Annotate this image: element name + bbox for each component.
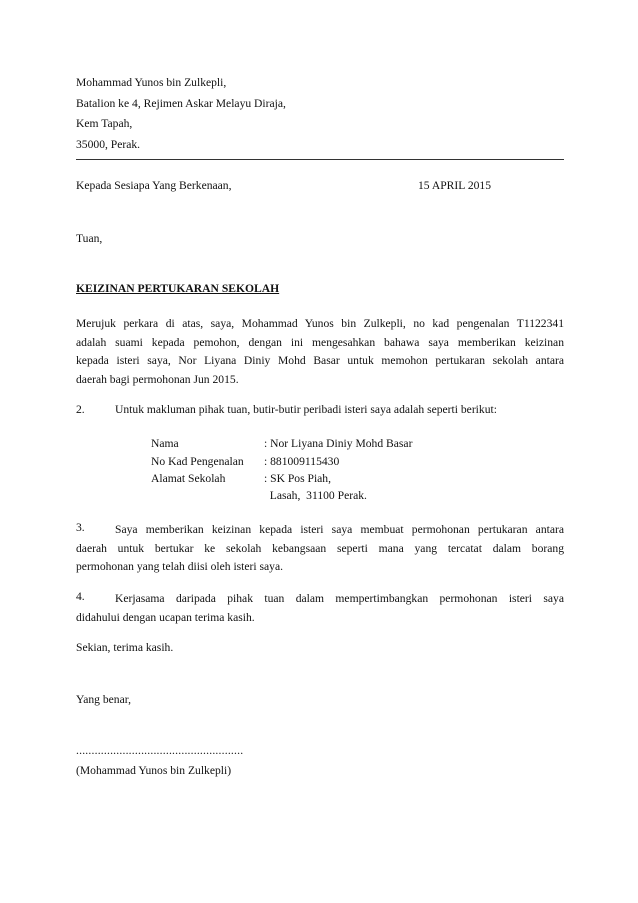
paragraph-3-line: Saya memberikan keizinan kepada isteri saya membuat permohonan pertukaran antara [115, 523, 564, 536]
paragraph-4 [76, 590, 564, 627]
closing: Sekian, terima kasih. [76, 641, 174, 654]
letter-date: 15 APRIL 2015 [418, 179, 492, 192]
paragraph-3 [76, 521, 564, 577]
header-divider [76, 159, 564, 160]
salutation: Tuan, [76, 232, 103, 245]
paragraph-3-line: daerah untuk bertukar ke sekolah kebangsaan seperti mana yang tercatat dalam borang [76, 541, 564, 555]
detail-label-name: Nama [151, 437, 179, 450]
paragraph-1-line: kepada isteri saya, Nor Liyana Diniy Mohd Basar untuk memohon pertukaran sekolah antara [76, 354, 564, 367]
paragraph-1-line: Merujuk perkara di atas, saya, Mohammad Yunos bin Zulkepli, no kad pengenalan T1122341 [76, 317, 564, 330]
signature-name: (Mohammad Yunos bin Zulkepli) [76, 764, 232, 777]
detail-value-name: : Nor Liyana Diniy Mohd Basar [264, 437, 413, 450]
sender-address-line-3: 35000, Perak. [76, 138, 141, 151]
paragraph-4-line: Kerjasama daripada pihak tuan dalam mempertimbangkan permohonan isteri saya [115, 592, 564, 605]
sign-off: Yang benar, [76, 693, 132, 706]
detail-value-ic: : 881009115430 [264, 455, 340, 468]
paragraph-4-line: didahului dengan ucapan terima kasih. [76, 610, 255, 624]
paragraph-4-number: 4. [76, 590, 85, 603]
subject-heading: KEIZINAN PERTUKARAN SEKOLAH [76, 282, 280, 295]
paragraph-2-text: Untuk makluman pihak tuan, butir-butir peribadi isteri saya adalah seperti berikut: [115, 403, 497, 416]
sender-address-line-2: Kem Tapah, [76, 117, 133, 130]
detail-value-school-line-2: Lasah, 31100 Perak. [264, 489, 367, 502]
sender-address-line-1: Batalion ke 4, Rejimen Askar Melayu Diraja, [76, 97, 286, 110]
signature-line: ...................................................... [76, 744, 244, 757]
paragraph-1-line: daerah bagi permohonan Jun 2015. [76, 372, 239, 386]
paragraph-3-number: 3. [76, 521, 85, 534]
detail-label-ic: No Kad Pengenalan [151, 455, 244, 468]
paragraph-1-line: adalah suami kepada pemohon, dengan ini mengesahkan bahawa saya memberikan keizinan [76, 335, 564, 349]
detail-label-school: Alamat Sekolah [151, 472, 226, 485]
recipient: Kepada Sesiapa Yang Berkenaan, [76, 179, 232, 192]
sender-name: Mohammad Yunos bin Zulkepli, [76, 76, 227, 89]
paragraph-3-line: permohonan yang telah diisi oleh isteri saya. [76, 560, 284, 573]
paragraph-1 [76, 315, 564, 389]
detail-value-school: : SK Pos Piah, [264, 472, 332, 485]
paragraph-2-number: 2. [76, 403, 85, 416]
